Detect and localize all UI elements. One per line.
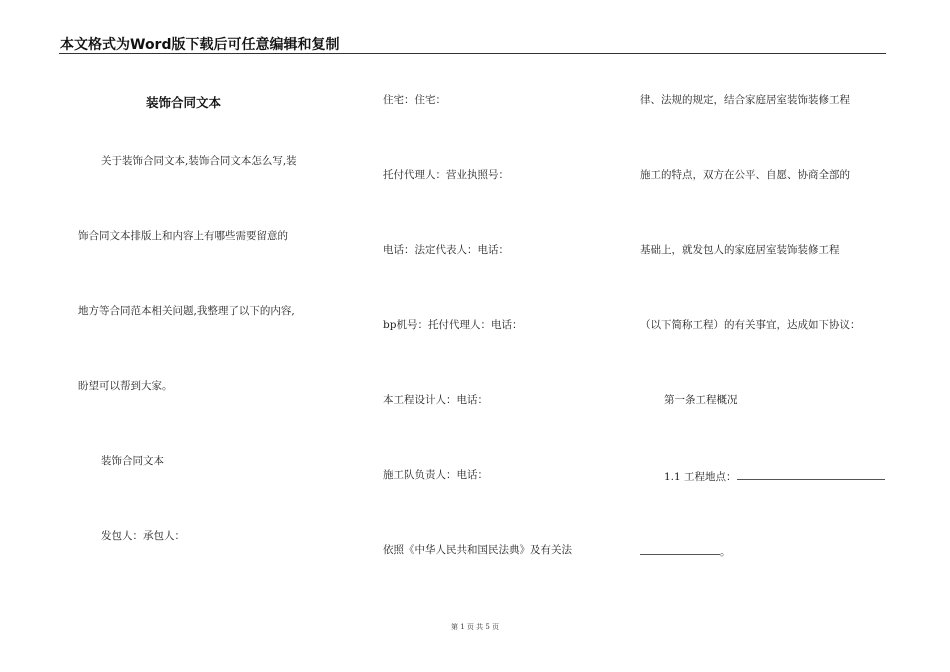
col2-line-7: 依照《中华人民共和国民法典》及有关法 [383, 544, 572, 556]
col2-line-1: 住宅：住宅： [383, 94, 446, 106]
col2-line-5: 本工程设计人：电话： [383, 394, 488, 406]
col3-line-4: （以下简称工程）的有关事宜，达成如下协议： [640, 319, 861, 331]
period-mark: 。 [720, 546, 731, 558]
col2-line-3: 电话：法定代表人：电话： [383, 244, 509, 256]
document-banner: 本文格式为Word版下载后可任意编辑和复制 [60, 37, 340, 53]
header-divider [59, 53, 886, 54]
col3-line-1: 律、法规的规定，结合家庭居室装饰装修工程 [640, 94, 850, 106]
col2-line-4: bp机号：托付代理人：电话： [383, 319, 523, 331]
col3-line-7 [640, 543, 731, 559]
col1-line-2: 饰合同文本排版上和内容上有哪些需要留意的 [78, 230, 288, 242]
col3-line-3: 基础上，就发包人的家庭居室装饰装修工程 [640, 244, 840, 256]
col1-line-6: 发包人：承包人： [101, 530, 185, 542]
site-address-blank-continued[interactable] [640, 543, 720, 555]
col3-section-heading: 第一条工程概况 [664, 394, 738, 406]
col1-line-4: 盼望可以帮到大家。 [78, 380, 173, 392]
page-number: 第 1 页 共 5 页 [450, 623, 500, 631]
col1-subtitle: 装饰合同文本 [101, 455, 164, 467]
site-address-label: 1.1 工程地点： [664, 471, 737, 483]
col2-line-2: 托付代理人：营业执照号： [383, 169, 509, 181]
site-address-blank[interactable] [737, 468, 885, 480]
col1-line-3: 地方等合同范本相关问题,我整理了以下的内容, [78, 305, 295, 317]
col3-line-2: 施工的特点，双方在公平、自愿、协商全部的 [640, 169, 850, 181]
document-title: 装饰合同文本 [146, 95, 222, 110]
col3-line-6 [664, 468, 885, 484]
col1-line-1: 关于装饰合同文本,装饰合同文本怎么写,装 [101, 155, 297, 167]
col2-line-6: 施工队负责人：电话： [383, 469, 488, 481]
